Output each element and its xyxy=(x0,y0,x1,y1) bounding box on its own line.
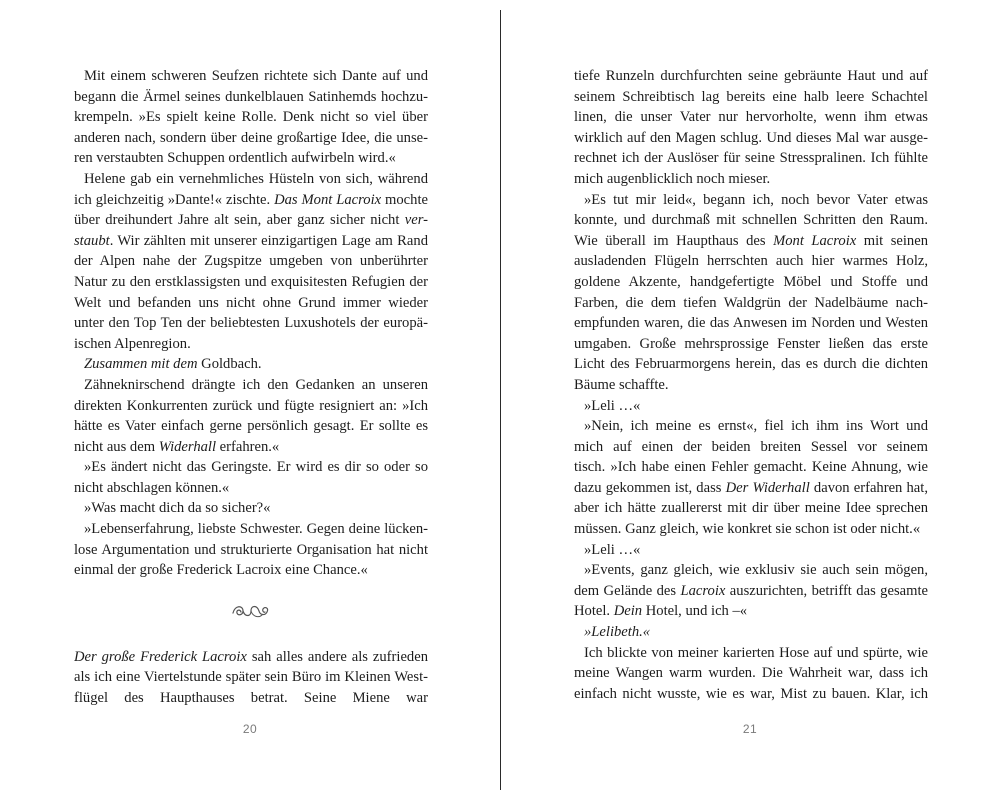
left_page.lines_after_ornament-line: flügel des Haupthauses betrat. Seine Miene war xyxy=(74,690,428,707)
right_page.lines-line: Ich blickte von meiner karierten Hose auf und spürte, wie xyxy=(584,644,928,661)
right_page.lines-line: »Es tut mir leid«, begann ich, noch bevor Vater etwas xyxy=(584,191,928,208)
right_page.lines-line: aber ich hätte zuallererst mit dir über meine Idee sprechen xyxy=(574,500,928,517)
left_page.lines_before_ornament-line: Welt und befanden uns nicht ohne Grund immer wieder xyxy=(74,294,428,311)
left_page.lines_before_ornament-line: Natur zu den erstklassigsten und exquisitesten Refugien der xyxy=(74,273,428,290)
page-number-left: 20 xyxy=(242,722,258,736)
section-ornament xyxy=(74,591,428,631)
left_page.lines_before_ornament-line: begann die Ärmel seines dunkelblauen Satinhemds hochzu- xyxy=(74,88,428,105)
left_page.lines_before_ornament-line: nicht abschlagen können.« xyxy=(74,479,230,496)
right_page.lines-line: tiefe Runzeln durchfurchten seine gebräunte Haut und auf xyxy=(574,68,928,84)
left_page.lines_before_ornament-line: nicht aus dem Widerhall erfahren.« xyxy=(74,438,280,455)
left_page.lines_after_ornament-line: als ich eine Viertelstunde später sein Büro im Kleinen West- xyxy=(74,669,428,686)
left_page.lines_before_ornament-line: anderen nach, sondern über deine großartige Idee, die unse- xyxy=(74,129,428,146)
left_page.lines_before_ornament-line: ich gleichzeitig »Dante!« zischte. Das Mont Lacroix mochte xyxy=(74,191,428,208)
left_page.lines_before_ornament-line: staubt. Wir zählten mit unserer einzigartigen Lage am Rand xyxy=(74,232,428,249)
book-spine-divider xyxy=(500,10,501,790)
left_page.lines_before_ornament-line: einmal der große Frederick Lacroix eine Chance.« xyxy=(74,562,368,579)
right_page.lines-line: »Nein, ich meine es ernst«, fiel ich ihm ins Wort und xyxy=(584,418,928,435)
left_page.lines_before_ornament-line: Mit einem schweren Seufzen richtete sich Dante auf und xyxy=(84,68,428,84)
left_page.lines_before_ornament-line: ischen Alpenregion. xyxy=(74,335,191,352)
right_page.lines-line: ausladenden Flügeln herrschten auch hier warmes Holz, xyxy=(574,253,928,270)
left-page-text xyxy=(74,66,428,709)
right_page.lines-line: Farben, die dem tiefen Waldgrün der Nadelbäume nach- xyxy=(574,294,928,311)
left_page.lines_before_ornament-line: lose Argumentation und strukturierte Organisation hat nicht xyxy=(74,541,428,558)
right_page.lines-line: umgaben. Große mehrsprossige Fenster ließen das erste xyxy=(574,335,928,352)
right_page.lines-line: »Leli …« xyxy=(584,541,641,558)
right_page.lines-line: mich augenblicklich noch mieser. xyxy=(574,170,771,187)
right_page.lines-line: seinem Schreibtisch lag bereits eine halb leere Schachtel xyxy=(574,88,928,105)
right_page.lines-line: »Lelibeth.« xyxy=(584,624,651,641)
right_page.lines-line: dem Gelände des Lacroix auszurichten, betrifft das gesamte xyxy=(574,582,928,599)
right_page.lines-line: müssen. Ganz gleich, wie konkret sie schon ist oder nicht.« xyxy=(574,521,921,538)
left_page.lines_before_ornament-line: über dreihundert Jahre alt sein, aber ganz sicher nicht ver- xyxy=(74,212,428,229)
right_page.lines-line: linen, die unser Vater nur hervorholte, wenn ihm etwas xyxy=(574,109,928,126)
left_page.lines_before_ornament-line: ren verstaubten Schuppen ordentlich aufwirbeln wird.« xyxy=(74,150,396,167)
left-text-block-2 xyxy=(74,647,428,709)
right-text-block xyxy=(574,66,928,704)
page-number-right: 21 xyxy=(742,722,758,736)
left_page.lines_before_ornament-line: hätte es Vater einfach gerne persönlich gesagt. Er sollte es xyxy=(74,418,428,435)
right_page.lines-line: »Events, ganz gleich, wie exklusiv sie auch sein mögen, xyxy=(584,562,928,579)
right_page.lines-line: goldene Akzente, handgefertigte Möbel und Stoffe und xyxy=(574,273,928,290)
left-text-block-1 xyxy=(74,66,428,581)
right_page.lines-line: Hotel. Dein Hotel, und ich –« xyxy=(574,603,748,620)
right-page-text xyxy=(574,66,928,704)
left_page.lines_before_ornament-line: direkten Konkurrenten zurück und fügte resigniert an: »Ich xyxy=(74,397,428,414)
right_page.lines-line: rechnet ich der Auslöser für seine Stresspralinen. Ich fühlte xyxy=(574,150,928,167)
right_page.lines-line: tisch. »Ich habe einen Fehler gemacht. Keine Ahnung, wie xyxy=(574,459,928,476)
right_page.lines-line: »Leli …« xyxy=(584,397,641,414)
left_page.lines_before_ornament-line: Helene gab ein vernehmliches Hüsteln von sich, während xyxy=(84,170,428,187)
left_page.lines_before_ornament-line: »Es ändert nicht das Geringste. Er wird es dir so oder so xyxy=(84,459,428,476)
right_page.lines-line: wirklich auf den Magen schlug. Und dieses Mal war ausge- xyxy=(574,129,928,146)
left_page.lines_before_ornament-line: Zusammen mit dem Goldbach. xyxy=(84,356,262,373)
left_page.lines_before_ornament-line: »Lebenserfahrung, liebste Schwester. Gegen deine lücken- xyxy=(84,521,428,538)
right_page.lines-line: dazu gekommen ist, dass Der Widerhall davon erfahren hat, xyxy=(574,479,928,496)
left_page.lines_before_ornament-line: Zähneknirschend drängte ich den Gedanken an unseren xyxy=(84,376,428,393)
right_page.lines-line: einfach nicht wusste, wie es war, Mist zu bauen. Klar, ich xyxy=(574,685,928,702)
right_page.lines-line: Wie überall im Haupthaus des Mont Lacroix mit seinen xyxy=(574,232,928,249)
left_page.lines_after_ornament-line: Der große Frederick Lacroix sah alles andere als zufrieden xyxy=(74,648,428,665)
left_page.lines_before_ornament-line: »Was macht dich da so sicher?« xyxy=(84,500,271,517)
right_page.lines-line: Bäume schaffte. xyxy=(574,376,669,393)
right_page.lines-line: Licht des Februarmorgens herein, das es durch die dichten xyxy=(574,356,928,373)
flourish-icon xyxy=(229,599,273,623)
left_page.lines_before_ornament-line: unter den Top Ten der beliebtesten Luxushotels der europä- xyxy=(74,315,428,332)
right_page.lines-line: konnte, und durchmaß mit schnellen Schritten den Raum. xyxy=(574,212,928,229)
right_page.lines-line: empfunden waren, die das Anwesen im Norden und Westen xyxy=(574,315,928,332)
left_page.lines_before_ornament-line: krempeln. »Es spielt keine Rolle. Denk nicht so viel über xyxy=(74,109,428,126)
right_page.lines-line: mich auf einen der beiden breiten Sessel vor seinem xyxy=(574,438,928,455)
right_page.lines-line: meine Wangen warm wurden. Die Wahrheit war, dass ich xyxy=(574,665,928,682)
left_page.lines_before_ornament-line: der Alpen nahe der Zugspitze umgeben von unberührter xyxy=(74,253,428,270)
